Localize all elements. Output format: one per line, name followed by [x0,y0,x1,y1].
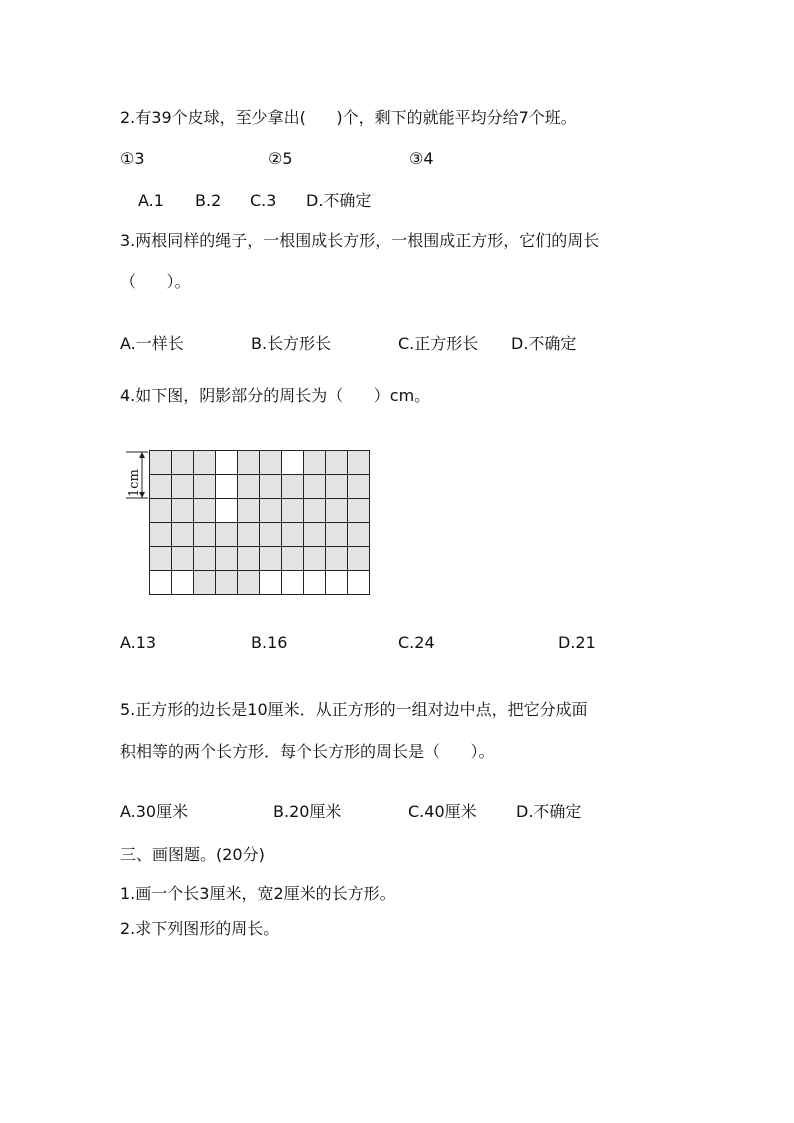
question-2-text: 2.有39个皮球，至少拿出( )个，剩下的就能平均分给7个班。 [120,108,577,127]
question-5-text-line1: 5.正方形的边长是10厘米．从正方形的一组对边中点，把它分成面 [120,700,588,719]
q2-choice-3: ③4 [409,149,434,168]
question-3-text-line2: （ ）。 [120,272,191,291]
question-3-text-line1: 3.两根同样的绳子，一根围成长方形，一根围成正方形，它们的周长 [120,231,600,250]
q5-option-b: B.20厘米 [273,802,342,821]
q2-choice-1: ①3 [120,149,145,168]
section-3-item-2: 2.求下列图形的周长。 [120,919,280,938]
q4-option-d: D.21 [558,633,596,652]
shaded-grid-figure [149,450,370,595]
q2-option-b: B.2 [195,191,222,210]
q4-option-c: C.24 [398,633,435,652]
section-3-item-1: 1.画一个长3厘米，宽2厘米的长方形。 [120,884,396,903]
q3-option-d: D.不确定 [511,334,577,353]
q2-option-d: D.不确定 [306,191,372,210]
q3-option-c: C.正方形长 [398,334,479,353]
q3-option-a: A.一样长 [120,334,184,353]
section-3-heading: 三、画图题。(20分) [120,845,265,864]
q3-option-b: B.长方形长 [251,334,332,353]
q2-option-c: C.3 [250,191,277,210]
q2-choice-2: ②5 [268,149,293,168]
question-4-text: 4.如下图，阴影部分的周长为（ ）cm。 [120,386,431,405]
q5-option-c: C.40厘米 [408,802,477,821]
q5-option-d: D.不确定 [516,802,582,821]
q4-option-a: A.13 [120,633,157,652]
q5-option-a: A.30厘米 [120,802,189,821]
dimension-label: 1cm [127,469,142,497]
q4-option-b: B.16 [251,633,288,652]
question-5-text-line2: 积相等的两个长方形．每个长方形的周长是（ ）。 [120,742,495,761]
q2-option-a: A.1 [138,191,164,210]
